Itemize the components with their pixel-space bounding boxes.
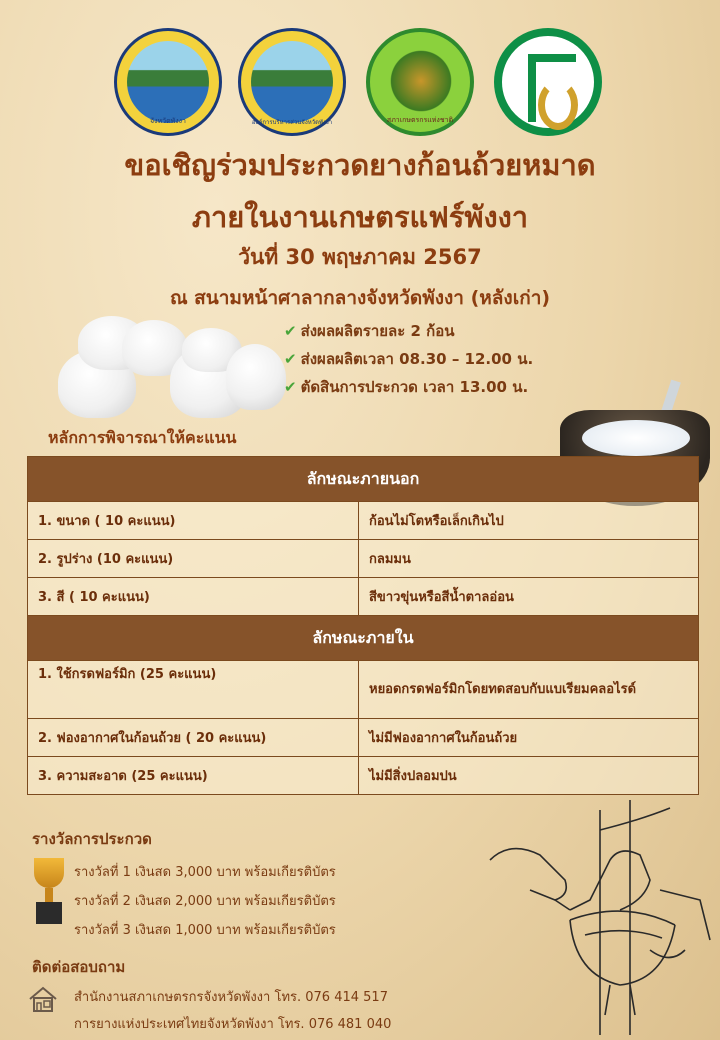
contact-item: การยางแห่งประเทศไทยจังหวัดพังงา โทร. 076 481 040 (74, 1017, 392, 1032)
table-row (28, 578, 699, 616)
criteria-item: 3. ความสะอาด (25 คะแนน) (28, 757, 359, 795)
prize-item: รางวัลที่ 2 เงินสด 2,000 บาท พร้อมเกียรติบัตร (74, 894, 336, 909)
bullet-item: ✔ ส่งผลผลิตรายละ 2 ก้อน (284, 322, 455, 340)
contact-list (74, 984, 391, 1038)
tapping-sketch-illustration (470, 800, 715, 1035)
table-row (28, 757, 699, 795)
criteria-desc: ก้อนไม่โตหรือเล็กเกินไป (359, 502, 699, 540)
criteria-item: 1. ขนาด ( 10 คะแนน) (28, 502, 359, 540)
table-row (28, 719, 699, 757)
table-row (28, 661, 699, 719)
criteria-desc: สีขาวขุ่นหรือสีน้ำตาลอ่อน (359, 578, 699, 616)
table-row (28, 540, 699, 578)
trophy-icon (28, 858, 70, 928)
criteria-item: 1. ใช้กรดฟอร์มิก (25 คะแนน) (28, 661, 359, 719)
prizes-heading: รางวัลการประกวด (32, 830, 152, 848)
external-section-title: ลักษณะภายนอก (28, 457, 699, 502)
event-date: วันที่ 30 พฤษภาคม 2567 (238, 245, 482, 269)
criteria-desc: ไม่มีสิ่งปลอมปน (359, 757, 699, 795)
submission-rules (284, 317, 533, 401)
event-venue: ณ สนามหน้าศาลากลางจังหวัดพังงา (หลังเก่า) (169, 287, 551, 309)
external-criteria-table (27, 456, 699, 795)
pao-seal-text: องค์การบริหารส่วนจังหวัดพังงา (251, 119, 333, 126)
bullet-item: ✔ ตัดสินการประกวด เวลา 13.00 น. (284, 378, 529, 396)
house-icon (28, 985, 58, 1013)
check-icon: ✔ (284, 378, 297, 396)
farmers-council-text: สภาเกษตรกรแห่งชาติ (386, 116, 454, 124)
contact-heading: ติดต่อสอบถาม (32, 958, 126, 976)
criteria-item: 3. สี ( 10 คะแนน) (28, 578, 359, 616)
criteria-desc: กลมมน (359, 540, 699, 578)
title-line-2: ภายในงานเกษตรแฟร์พังงา (191, 200, 529, 234)
prize-item: รางวัลที่ 3 เงินสด 1,000 บาท พร้อมเกียรติบัตร (74, 923, 336, 938)
criteria-desc: ไม่มีฟองอากาศในก้อนถ้วย (359, 719, 699, 757)
table-row (28, 502, 699, 540)
internal-section-title: ลักษณะภายใน (28, 616, 699, 661)
rubber-authority-logo (494, 28, 602, 136)
criteria-heading: หลักการพิจารณาให้คะแนน (48, 428, 237, 447)
criteria-item: 2. ฟองอากาศในก้อนถ้วย ( 20 คะแนน) (28, 719, 359, 757)
criteria-desc: หยอดกรดฟอร์มิกโดยทดสอบกับแบเรียมคลอไรด์ (359, 661, 699, 719)
province-seal-text: จังหวัดพังงา (150, 117, 186, 125)
check-icon: ✔ (284, 350, 297, 368)
prize-list (74, 858, 336, 945)
farmers-council-logo (366, 28, 474, 136)
check-icon: ✔ (284, 322, 297, 340)
title-line-1: ขอเชิญร่วมประกวดยางก้อนถ้วยหมาด (124, 148, 596, 182)
province-seal-logo (114, 28, 222, 136)
criteria-item: 2. รูปร่าง (10 คะแนน) (28, 540, 359, 578)
rubber-cup-lumps-image (58, 316, 290, 420)
prize-item: รางวัลที่ 1 เงินสด 3,000 บาท พร้อมเกียรติบัตร (74, 865, 336, 880)
pao-seal-logo (238, 28, 346, 136)
contact-item: สำนักงานสภาเกษตรกรจังหวัดพังงา โทร. 076 414 517 (74, 990, 388, 1005)
bullet-item: ✔ ส่งผลผลิตเวลา 08.30 – 12.00 น. (284, 350, 534, 368)
